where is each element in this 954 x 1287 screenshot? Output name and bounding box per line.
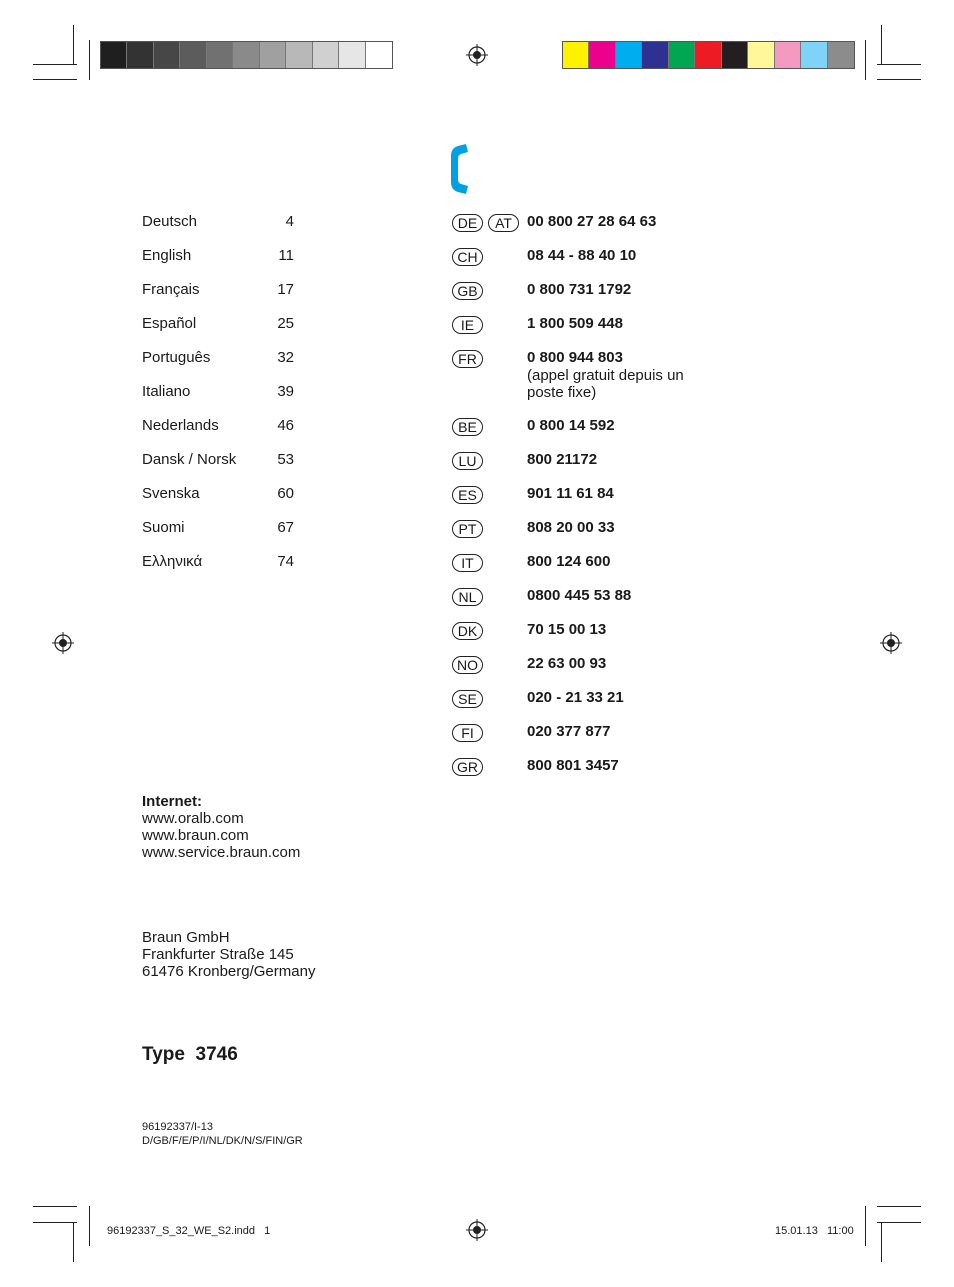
gray-swatch xyxy=(366,42,392,68)
process-swatch xyxy=(722,42,748,68)
country-code-badge: BE xyxy=(452,418,483,436)
registration-mark-icon xyxy=(880,632,902,654)
toc-page-number: 67 xyxy=(277,519,294,536)
footer-filename: 96192337_S_32_WE_S2.indd 1 xyxy=(107,1225,271,1237)
country-code-badge: CH xyxy=(452,248,483,266)
phone-number[interactable]: 0 800 731 1792 xyxy=(527,281,632,298)
phone-number[interactable]: 800 801 3457 xyxy=(527,757,619,774)
phone-note xyxy=(527,367,684,401)
country-code-badge: DK xyxy=(452,622,483,640)
toc-entry[interactable] xyxy=(142,281,294,298)
gray-swatch xyxy=(127,42,153,68)
process-swatch xyxy=(828,42,854,68)
internet-label: Internet: xyxy=(142,793,202,810)
process-swatch xyxy=(616,42,642,68)
process-swatch xyxy=(695,42,721,68)
country-code-badge: SE xyxy=(452,690,483,708)
country-code-badge: FI xyxy=(452,724,483,742)
phone-number[interactable]: 800 21172 xyxy=(527,451,598,468)
process-swatch xyxy=(775,42,801,68)
country-code-badge: PT xyxy=(452,520,483,538)
country-code-badge: FR xyxy=(452,350,483,368)
type-number: 3746 xyxy=(195,1044,238,1065)
registration-mark-icon xyxy=(52,632,74,654)
phone-number[interactable]: 00 800 27 28 64 63 xyxy=(527,213,657,230)
gray-swatch xyxy=(207,42,233,68)
toc-entry[interactable] xyxy=(142,519,294,536)
address-line: Frankfurter Straße 145 xyxy=(142,946,294,963)
address-line: Braun GmbH xyxy=(142,929,230,946)
phone-number[interactable]: 08 44 - 88 40 10 xyxy=(527,247,637,264)
toc-language: Dansk / Norsk xyxy=(142,451,237,468)
process-swatch xyxy=(748,42,774,68)
phone-number[interactable]: 0 800 14 592 xyxy=(527,417,615,434)
gray-color-bar xyxy=(100,41,393,69)
toc-entry[interactable] xyxy=(142,213,294,230)
toc-entry[interactable] xyxy=(142,315,294,332)
phone-number[interactable]: 22 63 00 93 xyxy=(527,655,607,672)
country-code-badge: GB xyxy=(452,282,483,300)
document-code xyxy=(142,1120,303,1148)
gray-swatch xyxy=(101,42,127,68)
website-link[interactable]: www.service.braun.com xyxy=(142,844,301,861)
country-code-badge: LU xyxy=(452,452,483,470)
toc-entry[interactable] xyxy=(142,349,294,366)
gray-swatch xyxy=(180,42,206,68)
doc-number: 96192337/I-13 xyxy=(142,1121,213,1133)
toc-page-number: 60 xyxy=(277,485,294,502)
company-address xyxy=(142,929,315,980)
website-link[interactable]: www.braun.com xyxy=(142,827,249,844)
country-code-badge: AT xyxy=(488,214,519,232)
toc-language: Deutsch xyxy=(142,213,198,230)
country-code-badge: ES xyxy=(452,486,483,504)
phone-note-line: (appel gratuit depuis un xyxy=(527,367,684,384)
registration-mark-icon xyxy=(466,1219,488,1241)
toc-page-number: 17 xyxy=(277,281,294,298)
toc-entry[interactable] xyxy=(142,451,294,468)
internet-block xyxy=(142,793,300,861)
gray-swatch xyxy=(313,42,339,68)
toc-language: Nederlands xyxy=(142,417,219,434)
toc-language: Ελληνικά xyxy=(142,553,203,570)
toc-page-number: 4 xyxy=(285,213,294,230)
toc-page-number: 25 xyxy=(277,315,294,332)
toc-language: Español xyxy=(142,315,197,332)
phone-handset-icon xyxy=(448,142,472,196)
product-type xyxy=(142,1044,238,1066)
website-link[interactable]: www.oralb.com xyxy=(142,810,244,827)
toc-page-number: 11 xyxy=(278,247,294,264)
gray-swatch xyxy=(260,42,286,68)
country-code-badge: IT xyxy=(452,554,483,572)
toc-language: Italiano xyxy=(142,383,191,400)
address-line: 61476 Kronberg/Germany xyxy=(142,963,316,980)
toc-entry[interactable] xyxy=(142,485,294,502)
process-swatch xyxy=(589,42,615,68)
phone-number[interactable]: 020 - 21 33 21 xyxy=(527,689,624,706)
toc-entry[interactable] xyxy=(142,417,294,434)
registration-mark-icon xyxy=(466,44,488,66)
process-color-bar xyxy=(562,41,855,69)
process-swatch xyxy=(642,42,668,68)
phone-note-line: poste fixe) xyxy=(527,384,597,401)
toc-page-number: 39 xyxy=(277,383,294,400)
process-swatch xyxy=(669,42,695,68)
country-code-badge: DE xyxy=(452,214,483,232)
country-code-badge: NL xyxy=(452,588,483,606)
toc-language: Suomi xyxy=(142,519,185,536)
gray-swatch xyxy=(286,42,312,68)
process-swatch xyxy=(801,42,827,68)
phone-number[interactable]: 901 11 61 84 xyxy=(527,485,614,502)
phone-number[interactable]: 70 15 00 13 xyxy=(527,621,607,638)
toc-language: Français xyxy=(142,281,200,298)
country-code-badge: IE xyxy=(452,316,483,334)
phone-number[interactable]: 808 20 00 33 xyxy=(527,519,615,536)
toc-entry[interactable] xyxy=(142,553,294,570)
toc-entry[interactable] xyxy=(142,383,294,400)
toc-page-number: 46 xyxy=(277,417,294,434)
phone-number[interactable]: 020 377 877 xyxy=(527,723,611,740)
country-code-badge: NO xyxy=(452,656,483,674)
process-swatch xyxy=(563,42,589,68)
toc-language: Svenska xyxy=(142,485,200,502)
country-code-badge: GR xyxy=(452,758,483,776)
gray-swatch xyxy=(154,42,180,68)
toc-entry[interactable] xyxy=(142,247,294,264)
toc-language: English xyxy=(142,247,192,264)
toc-language: Português xyxy=(142,349,211,366)
gray-swatch xyxy=(339,42,365,68)
phone-number[interactable]: 800 124 600 xyxy=(527,553,611,570)
toc-page-number: 32 xyxy=(277,349,294,366)
footer-timestamp: 15.01.13 11:00 xyxy=(775,1225,854,1237)
toc-page-number: 53 xyxy=(277,451,294,468)
phone-number[interactable]: 0800 445 53 88 xyxy=(527,587,632,604)
toc-page-number: 74 xyxy=(277,553,294,570)
gray-swatch xyxy=(233,42,259,68)
language-codes: D/GB/F/E/P/I/NL/DK/N/S/FIN/GR xyxy=(142,1135,303,1147)
phone-number[interactable]: 0 800 944 803 xyxy=(527,349,623,366)
phone-number[interactable]: 1 800 509 448 xyxy=(527,315,623,332)
type-label: Type xyxy=(142,1044,185,1065)
